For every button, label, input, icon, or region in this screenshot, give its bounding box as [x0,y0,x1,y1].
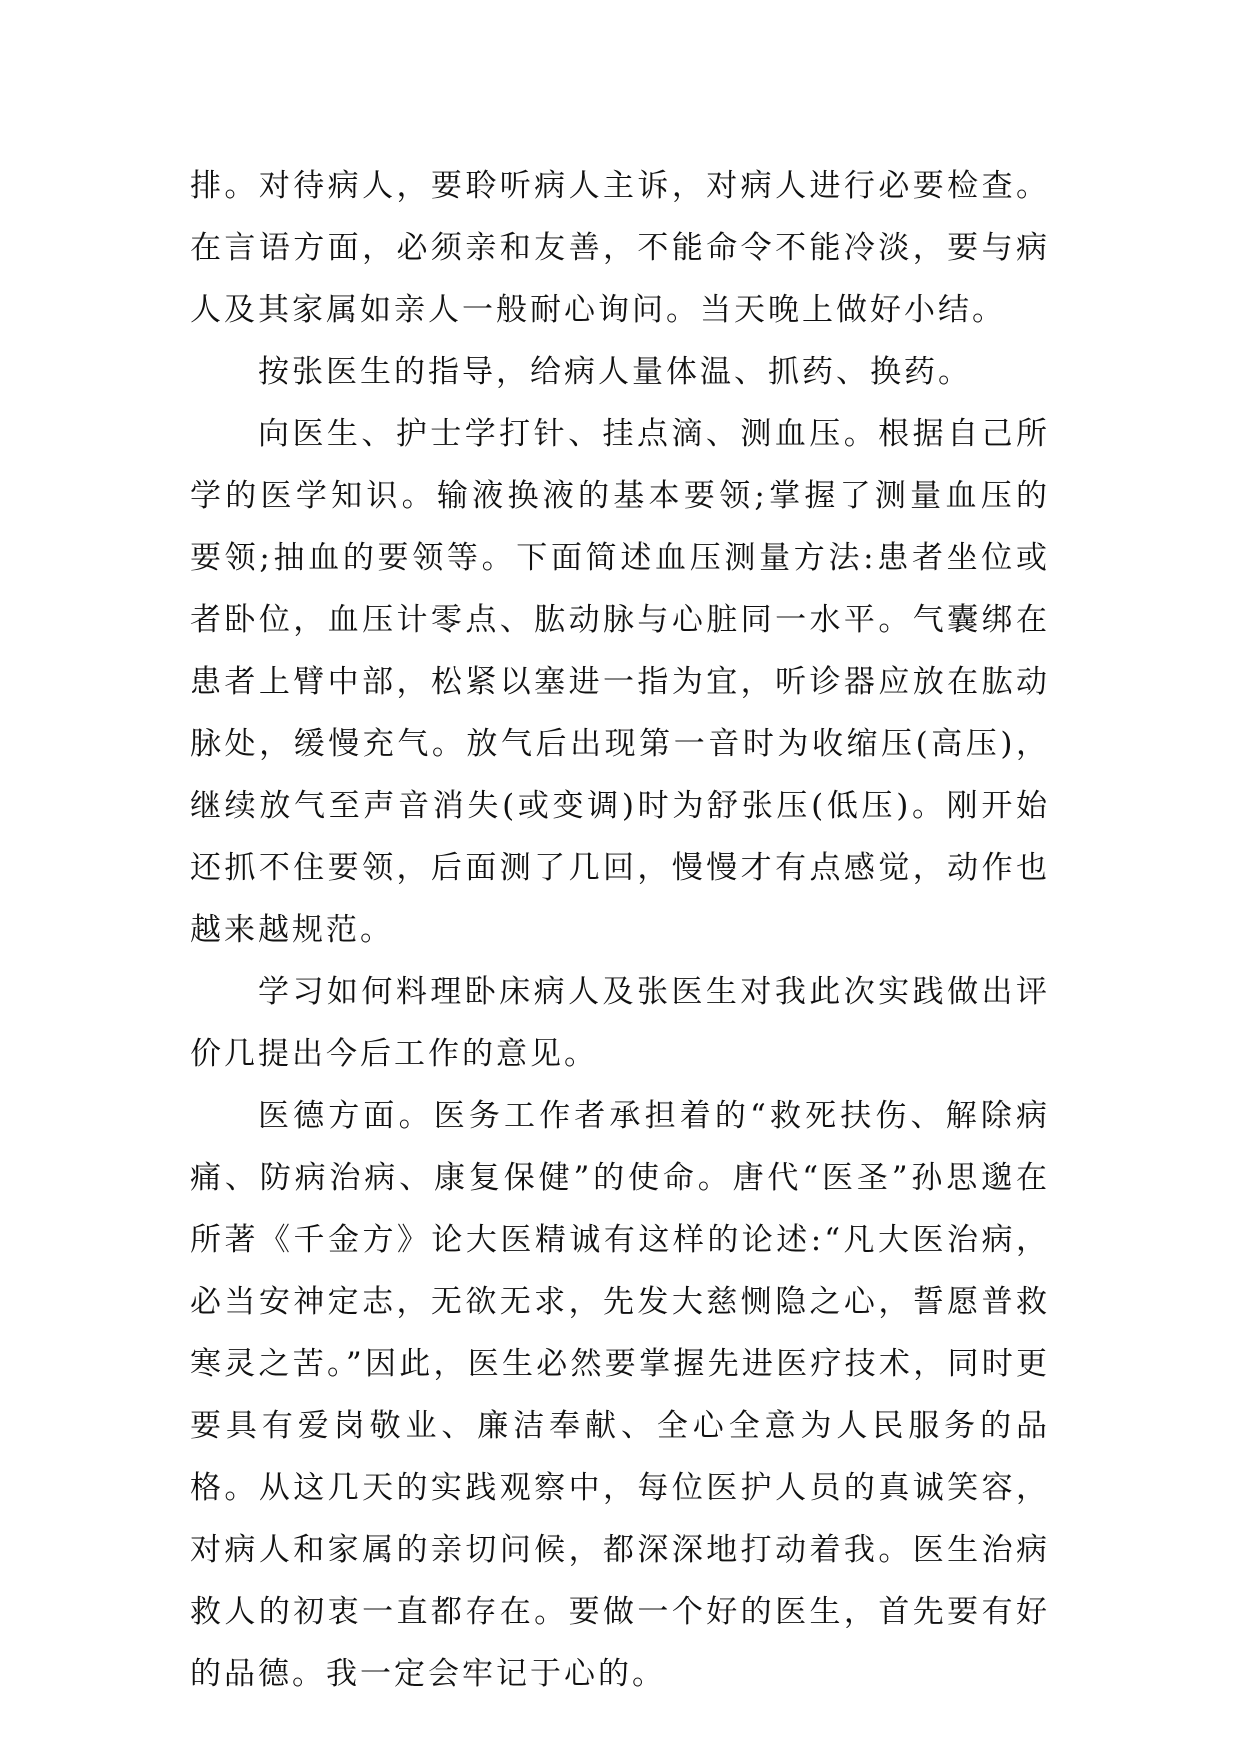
paragraph-1: 排。对待病人，要聆听病人主诉，对病人进行必要检查。在言语方面，必须亲和友善，不能命令不能冷淡，要与病人及其家属如亲人一般耐心询问。当天晚上做好小结。 [190,168,1050,328]
body-text [190,155,1050,1705]
paragraph-4: 学习如何料理卧床病人及张医生对我此次实践做出评价几提出今后工作的意见。 [190,974,1050,1072]
paragraph-3: 向医生、护士学打针、挂点滴、测血压。根据自己所学的医学知识。输液换液的基本要领;掌握了测量血压的要领;抽血的要领等。下面简述血压测量方法:患者坐位或者卧位，血压计零点、肱动脉与心脏同一水平。气囊绑在患者上臂中部，松紧以塞进一指为宜，听诊器应放在肱动脉处，缓慢充气。放气后出现第一音时为收缩压(高压)，继续放气至声音消失(或变调)时为舒张压(低压)。刚开始还抓不住要领，后面测了几回，慢慢才有点感觉，动作也越来越规范。 [190,416,1050,948]
paragraph-5: 医德方面。医务工作者承担着的“救死扶伤、解除病痛、防病治病、康复保健”的使命。唐代“医圣”孙思邈在所著《千金方》论大医精诚有这样的论述:“凡大医治病，必当安神定志，无欲无求，先发大慈恻隐之心，誓愿普救寒灵之苦。”因此，医生必然要掌握先进医疗技术，同时更要具有爱岗敬业、廉洁奉献、全心全意为人民服务的品格。从这几天的实践观察中，每位医护人员的真诚笑容，对病人和家属的亲切问候，都深深地打动着我。医生治病救人的初衷一直都存在。要做一个好的医生，首先要有好的品德。我一定会牢记于心的。 [190,1098,1050,1692]
paragraph-2: 按张医生的指导，给病人量体温、抓药、换药。 [258,354,972,390]
